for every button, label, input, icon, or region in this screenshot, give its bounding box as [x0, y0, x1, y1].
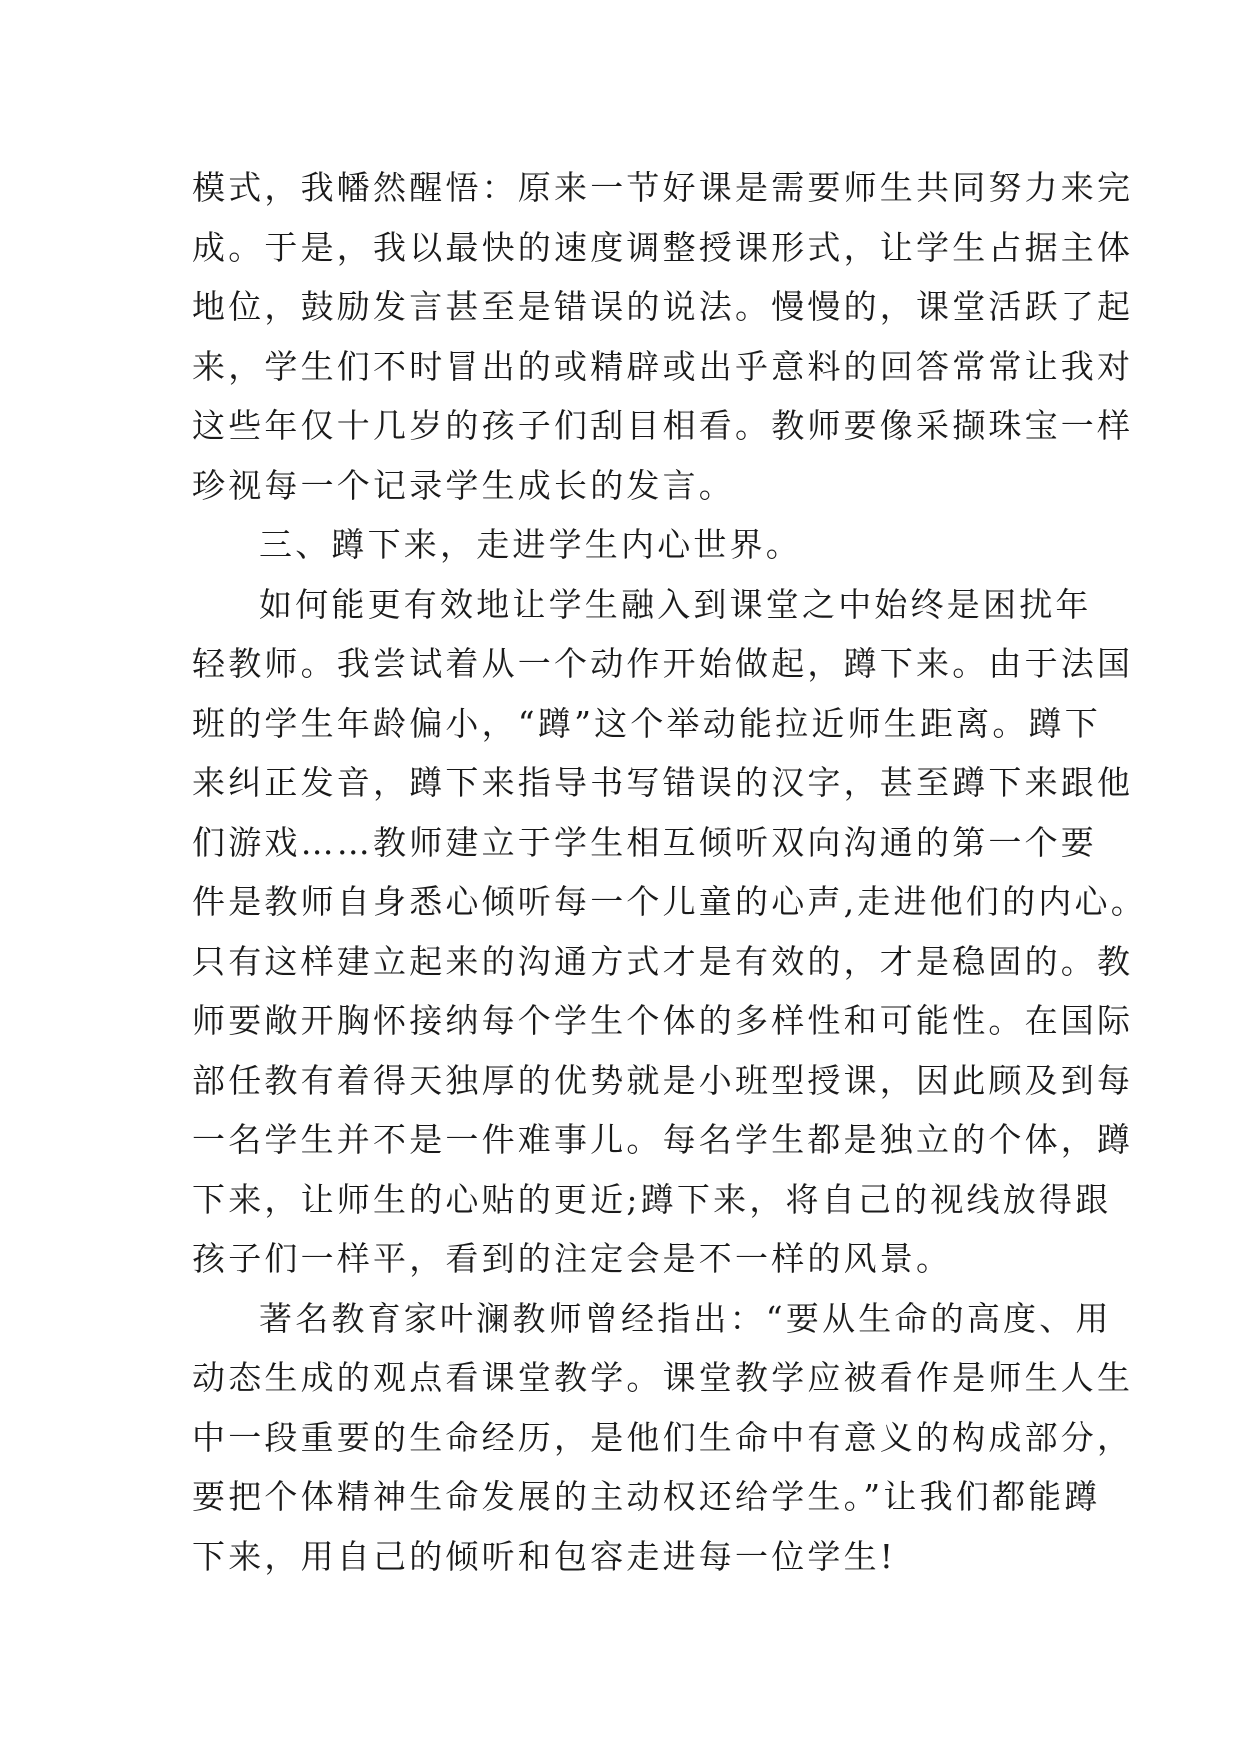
- body-text: [192, 158, 1147, 1586]
- text-line: 动态生成的观点看课堂教学。课堂教学应被看作是师生人生: [192, 1358, 1134, 1397]
- text-line: 件是教师自身悉心倾听每一个儿童的心声,走进他们的内心。: [192, 882, 1147, 921]
- text-line: 师要敞开胸怀接纳每个学生个体的多样性和可能性。在国际: [192, 1001, 1134, 1040]
- text-line: 一名学生并不是一件难事儿。每名学生都是独立的个体，蹲: [192, 1120, 1134, 1159]
- text-line: 下来，用自己的倾听和包容走进每一位学生!: [192, 1536, 897, 1576]
- text-line: 成。于是，我以最快的速度调整授课形式，让学生占据主体: [192, 227, 1134, 267]
- text-line: 要把个体精神生命发展的主动权还给学生。”让我们都能蹲: [192, 1477, 1101, 1516]
- text-line: 班的学生年龄偏小，“蹲”这个举动能拉近师生距离。蹲下: [192, 703, 1101, 743]
- text-line: 地位，鼓励发言甚至是错误的说法。慢慢的，课堂活跃了起: [192, 287, 1134, 326]
- text-line: 下来，让师生的心贴的更近;蹲下来，将自己的视线放得跟: [192, 1179, 1112, 1219]
- text-line: 只有这样建立起来的沟通方式才是有效的，才是稳固的。教: [192, 941, 1134, 981]
- text-line: 们游戏……教师建立于学生相互倾听双向沟通的第一个要: [192, 822, 1097, 862]
- text-line: 珍视每一个记录学生成长的发言。: [192, 465, 735, 505]
- text-line: 部任教有着得天独厚的优势就是小班型授课，因此顾及到每: [192, 1060, 1134, 1100]
- text-line: 这些年仅十几岁的孩子们刮目相看。教师要像采撷珠宝一样: [192, 406, 1134, 445]
- text-line: 三、蹲下来，走进学生内心世界。: [259, 525, 802, 564]
- text-line: 中一段重要的生命经历，是他们生命中有意义的构成部分，: [192, 1417, 1134, 1457]
- text-line: 如何能更有效地让学生融入到课堂之中始终是困扰年: [259, 584, 1092, 624]
- text-line: 轻教师。我尝试着从一个动作开始做起，蹲下来。由于法国: [192, 644, 1134, 683]
- text-line: 模式，我幡然醒悟：原来一节好课是需要师生共同努力来完: [192, 168, 1134, 207]
- text-line: 孩子们一样平，看到的注定会是不一样的风景。: [192, 1239, 953, 1278]
- text-line: 著名教育家叶澜教师曾经指出：“要从生命的高度、用: [259, 1298, 1112, 1338]
- text-line: 来纠正发音，蹲下来指导书写错误的汉字，甚至蹲下来跟他: [192, 763, 1134, 802]
- text-line: 来，学生们不时冒出的或精辟或出乎意料的回答常常让我对: [192, 346, 1134, 386]
